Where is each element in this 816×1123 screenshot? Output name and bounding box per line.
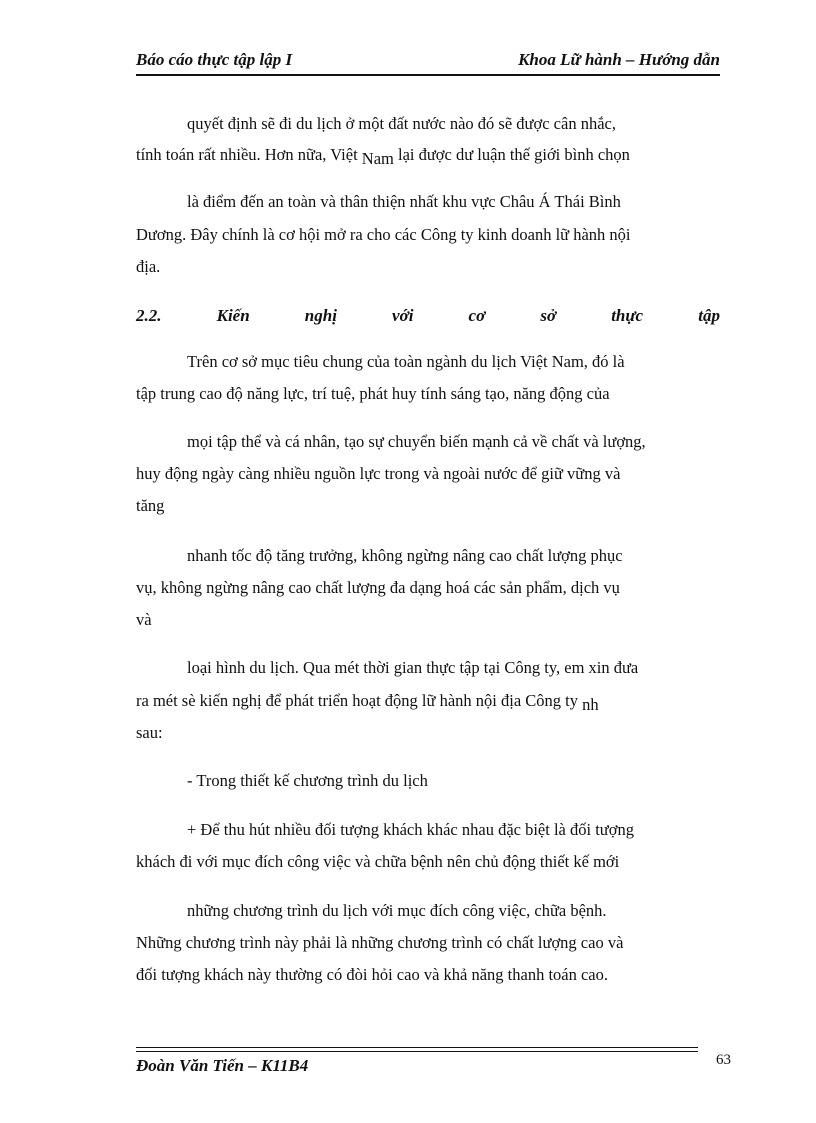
page-number: 63 [716, 1052, 731, 1068]
text-line: quyết định sẽ đi du lịch ở một đất nước nào đó sẽ được cân nhắc, [187, 114, 616, 133]
text-line: tập trung cao độ năng lực, trí tuệ, phát huy tính sáng tạo, năng động của [136, 384, 610, 403]
text-line: và [136, 610, 152, 629]
text-line: tăng [136, 496, 165, 515]
text-line: sau: [136, 723, 163, 742]
text-line: địa. [136, 257, 161, 276]
heading-word: Kiến [216, 306, 250, 325]
text-fragment: tính toán rất nhiều. Hơn nữa, Việt [136, 145, 358, 164]
text-line: là điểm đến an toàn và thân thiện nhất khu vực Châu Á Thái Bình [187, 192, 621, 211]
section-heading [136, 306, 720, 326]
heading-word: với [392, 306, 414, 325]
text-line: vụ, không ngừng nâng cao chất lượng đa dạng hoá các sản phẩm, dịch vụ [136, 578, 620, 597]
page-header [136, 46, 720, 76]
text-line: Trên cơ sở mục tiêu chung của toàn ngành du lịch Việt Nam, đó là [187, 352, 625, 371]
text-line: đối tượng khách này thường có đòi hỏi cao và khả năng thanh toán cao. [136, 965, 609, 984]
heading-word: cơ [468, 306, 486, 325]
text-line: khách đi với mục đích công việc và chữa bệnh nên chủ động thiết kế mới [136, 852, 620, 871]
text-line: huy động ngày càng nhiều nguồn lực trong và ngoài nước để giữ vững và [136, 464, 621, 483]
heading-word: sở [540, 306, 557, 325]
heading-number: 2.2. [136, 306, 162, 325]
footer-author: Đoàn Văn Tiến – K11B4 [136, 1056, 309, 1075]
text-fragment: ra mét sè kiến nghị để phát triển hoạt động lữ hành nội địa Công ty [136, 691, 578, 710]
text-line [136, 145, 720, 169]
text-line: Dương. Đây chính là cơ hội mở ra cho các Công ty kinh doanh lữ hành nội [136, 225, 631, 244]
text-line: những chương trình du lịch với mục đích công việc, chữa bệnh. [187, 901, 607, 920]
footer-rule [136, 1047, 698, 1048]
text-line: mọi tập thể và cá nhân, tạo sự chuyển biến mạnh cả về chất và lượng, [187, 432, 646, 451]
heading-word: thực [611, 306, 644, 325]
text-fragment: lại được dư luận thế giới bình chọn [398, 145, 630, 164]
text-line: loại hình du lịch. Qua mét thời gian thực tập tại Công ty, em xin đưa [187, 658, 639, 677]
text-fragment: Nam [361, 149, 394, 168]
heading-word: tập [698, 306, 720, 325]
header-rule [136, 74, 720, 76]
text-fragment: nh [582, 695, 599, 714]
text-line: nhanh tốc độ tăng trưởng, không ngừng nâng cao chất lượng phục [187, 546, 623, 565]
heading-word: nghị [304, 306, 337, 325]
footer-rule [136, 1051, 698, 1052]
header-right-title: Khoa Lữ hành – Hướng dẫn [518, 50, 720, 69]
header-left-title: Báo cáo thực tập lập I [136, 50, 293, 69]
text-line: + Để thu hút nhiều đối tượng khách khác nhau đặc biệt là đối tượng [187, 820, 634, 839]
text-line: - Trong thiết kế chương trình du lịch [187, 771, 428, 790]
text-line: Những chương trình này phải là những chương trình có chất lượng cao và [136, 933, 624, 952]
text-line [136, 691, 720, 715]
